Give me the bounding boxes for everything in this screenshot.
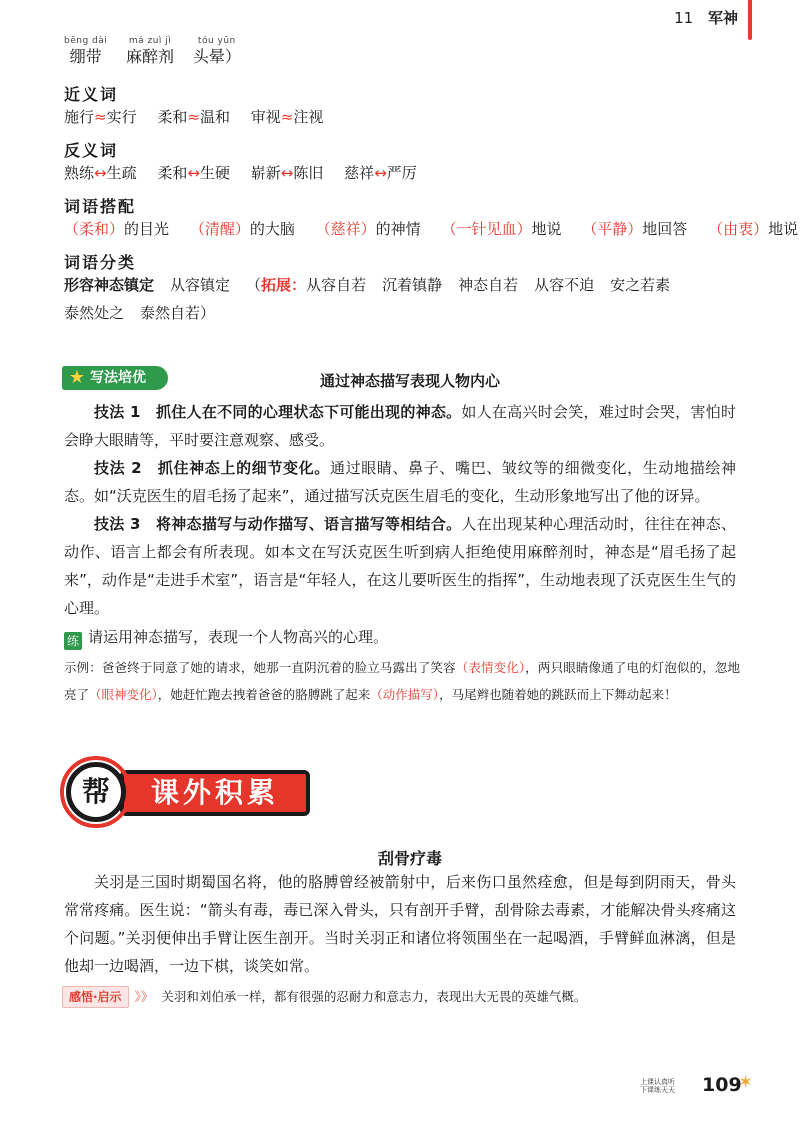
word: 严厉 (386, 164, 417, 182)
slogan-line: 上课认真听 (640, 1078, 675, 1086)
technique-body: 人在出现某种心理活动时，往往在神态、动作、语言上都会有所表现。如本文在写沃克医生听到病人拒绝使用麻醉剂时，神态是“眉毛扬了起来”，动作是“走进手术室”，语言是“年轻人，在这儿要听医生的指挥”，生动地表现了沃克医生生气的心理。 (64, 515, 736, 617)
example-text: ，两只眼睛像通了电的灯泡似的，忽地亮了 (64, 660, 740, 702)
synonym-pair (251, 108, 324, 126)
footer-slogan (640, 1078, 675, 1094)
answer-word: （慈祥） (315, 220, 376, 238)
opposite-arrow-icon: ↔ (94, 164, 107, 182)
pinyin-word (193, 36, 241, 67)
technique-2 (64, 454, 736, 510)
insight-tag: 感悟·启示 (62, 986, 129, 1008)
opposite-arrow-icon: ↔ (280, 164, 294, 182)
phrase: 的神情 (375, 220, 421, 238)
page-header (674, 6, 738, 30)
word: 沉着镇静 (382, 276, 443, 294)
badge-circle: 帮 (66, 762, 126, 822)
badge-label: 写法培优 (90, 370, 146, 386)
collocation (64, 220, 169, 238)
word: 柔和 (157, 108, 188, 126)
collocation (190, 220, 295, 238)
phrase: 的目光 (124, 220, 170, 238)
technique-1 (64, 398, 736, 454)
answer-word: （由衷） (708, 220, 769, 238)
pinyin: bēng dài (64, 36, 108, 46)
example-answer (64, 654, 740, 708)
classification-line-2 (64, 302, 215, 324)
writing-section-title: 通过神态描写表现人物内心 (319, 372, 500, 390)
lesson-title: 军神 (707, 9, 738, 27)
annotation-tag: （动作描写） (370, 687, 440, 702)
technique-lead: 技法 2 抓住神态上的细节变化。 (94, 459, 330, 477)
star-icon: ★ (68, 367, 86, 388)
collocation (316, 220, 421, 238)
word: 从容镇定 (170, 276, 231, 294)
story-text: 关羽是三国时期蜀国名将，他的胳膊曾经被箭射中，后来伤口虽然痊愈，但是每到阴雨天，骨头常常疼痛。医生说：“箭头有毒，毒已深入骨头，只有剖开手臂，刮骨除去毒素，才能解决骨头疼痛这个问题。”关羽便伸出手臂让医生剖开。当时关羽正和诸位将领围坐在一起喝酒，手臂鲜血淋漓，但是他却一边喝酒，一边下棋，谈笑如常。 (64, 873, 736, 975)
opposite-arrow-icon: ↔ (374, 164, 387, 182)
example-text: 示例：爸爸终于同意了她的请求，她那一直阴沉着的脸立马露出了笑容 (64, 660, 456, 675)
synonym-pair (157, 108, 230, 126)
answer-word: （清醒） (189, 220, 250, 238)
mascot-icon: ✶ (738, 1072, 754, 1093)
pinyin-word (64, 36, 107, 67)
pinyin-word-row (64, 36, 255, 67)
synonym-pair (64, 108, 137, 126)
word: 施行 (64, 108, 95, 126)
category-label: 形容神态镇定 (64, 276, 155, 294)
word: 生疏 (106, 164, 137, 182)
approx-symbol: ≈ (187, 108, 200, 126)
word: 安之若素 (610, 276, 671, 294)
word: 泰然自若） (140, 304, 216, 322)
bracket: （ (246, 276, 262, 294)
insight-line (62, 986, 586, 1008)
opposite-arrow-icon: ↔ (187, 164, 200, 182)
technique-body: 通过眼睛、鼻子、嘴巴、皱纹等的细微变化，生动地描绘神态。如“沃克医生的眉毛扬了起来”，通过描写沃克医生眉毛的变化，生动形象地写出了他的讶异。 (64, 459, 736, 505)
technique-lead: 技法 3 将神态描写与动作描写、语言描写等相结合。 (94, 515, 462, 533)
hanzi: 绷带 (69, 47, 102, 66)
antonym-pair (64, 164, 137, 182)
classification-line-1 (64, 274, 670, 296)
technique-body: 如人在高兴时会笑，难过时会哭，害怕时会睁大眼睛等，平时要注意观察、感受。 (64, 403, 736, 449)
answer-word: （平静） (582, 220, 643, 238)
phrase: 地说 (768, 220, 799, 238)
antonym-pair (251, 164, 324, 182)
approx-symbol: ≈ (94, 108, 107, 126)
answer-word: （一针见血） (441, 220, 532, 238)
classification-heading: 词语分类 (64, 253, 137, 272)
phrase: 地回答 (642, 220, 688, 238)
word: 熟练 (64, 164, 95, 182)
annotation-tag: （眼神变化） (89, 687, 158, 702)
answer-word: （柔和） (64, 220, 125, 238)
synonym-list (64, 106, 339, 128)
slogan-line: 下课练天天 (640, 1086, 675, 1094)
approx-symbol: ≈ (280, 108, 294, 126)
pinyin: má zuì jì (128, 36, 172, 46)
word: 从容自若 (306, 276, 367, 294)
insight-text: 关羽和刘伯承一样，都有很强的忍耐力和意志力，表现出大无畏的英雄气概。 (161, 989, 587, 1004)
header-accent-bar (748, 0, 752, 40)
word: 从容不迫 (534, 276, 595, 294)
technique-3 (64, 510, 736, 622)
word: 审视 (250, 108, 281, 126)
word: 柔和 (157, 164, 188, 182)
antonym-pair (344, 164, 417, 182)
word: 温和 (199, 108, 230, 126)
pinyin-word (126, 36, 174, 67)
collocation (708, 220, 798, 238)
hanzi: 麻醉剂 (126, 47, 175, 66)
collocations-heading: 词语搭配 (64, 197, 137, 216)
lesson-number: 11 (674, 9, 694, 27)
annotation-tag: （表情变化） (455, 660, 526, 675)
extend-label: 拓展： (261, 276, 307, 294)
collocation-list (64, 218, 798, 240)
word: 慈祥 (344, 164, 375, 182)
technique-lead: 技法 1 抓住人在不同的心理状态下可能出现的神态。 (94, 403, 462, 421)
word: 泰然处之 (64, 304, 125, 322)
hanzi: 头晕） (192, 47, 241, 66)
antonym-pair (157, 164, 230, 182)
phrase: 的大脑 (249, 220, 295, 238)
practice-prompt (64, 626, 388, 650)
phrase: 地说 (531, 220, 562, 238)
page-number: 109 (702, 1074, 742, 1096)
collocation (582, 220, 687, 238)
synonyms-heading: 近义词 (64, 85, 119, 104)
antonyms-heading: 反义词 (64, 141, 119, 160)
double-arrow-icon: 》》 (134, 989, 154, 1004)
word: 神态自若 (458, 276, 519, 294)
antonym-list (64, 162, 433, 184)
word: 崭新 (250, 164, 281, 182)
badge-banner: 课外积累 (120, 770, 310, 816)
word: 生硬 (199, 164, 230, 182)
practice-text: 请运用神态描写，表现一个人物高兴的心理。 (88, 628, 389, 646)
example-text: ，马尾辫也随着她的跳跃而上下舞动起来！ (439, 687, 677, 702)
word: 陈旧 (293, 164, 324, 182)
practice-badge: 练 (64, 632, 82, 650)
page-footer (640, 1072, 760, 1098)
word: 注视 (293, 108, 324, 126)
story-title: 刮骨疗毒 (377, 849, 442, 868)
collocation (441, 220, 561, 238)
word: 实行 (106, 108, 137, 126)
extra-reading-badge (62, 758, 312, 828)
pinyin: tóu yūn (197, 36, 236, 46)
example-text: ，她赶忙跑去拽着爸爸的胳膊跳了起来 (157, 687, 371, 702)
